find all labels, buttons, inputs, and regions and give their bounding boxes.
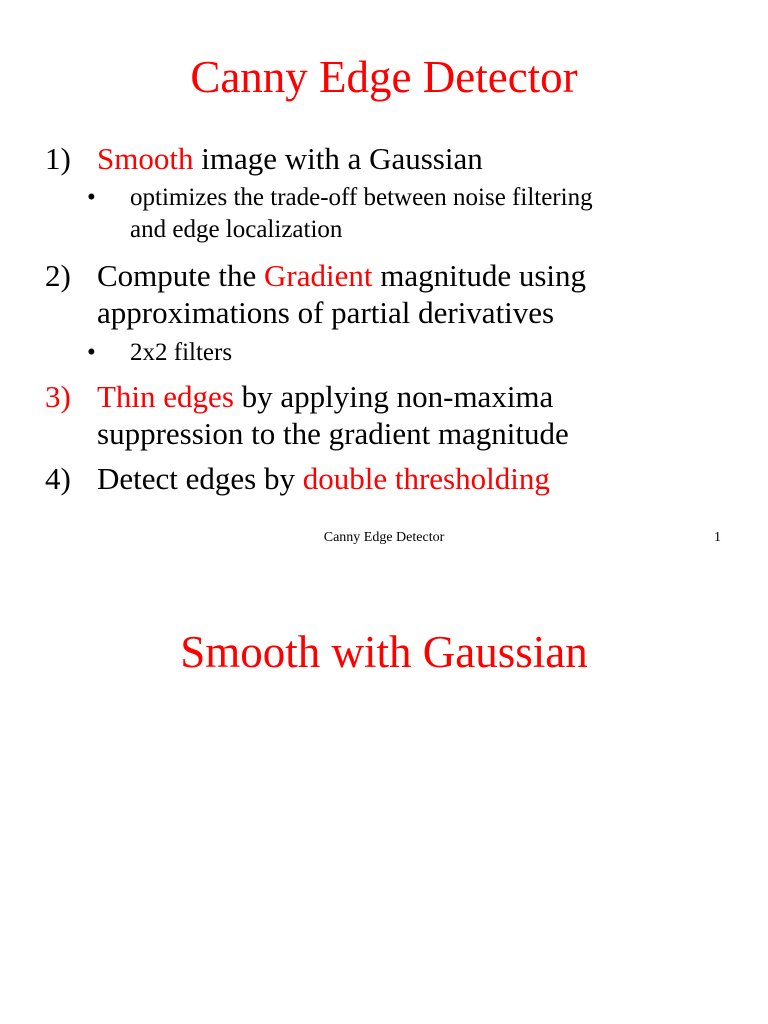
item-number: 4) bbox=[45, 461, 71, 496]
item-text bbox=[97, 257, 586, 294]
highlight-text: Smooth bbox=[97, 141, 194, 176]
slide-title: Canny Edge Detector bbox=[190, 52, 578, 102]
highlight-text: Thin edges bbox=[97, 379, 234, 414]
sub-bullet-text: 2x2 filters bbox=[130, 339, 233, 366]
sub-bullet-text: optimizes the trade-off between noise filtering bbox=[130, 184, 593, 211]
item-text bbox=[97, 140, 483, 177]
item-number: 2) bbox=[45, 258, 71, 293]
item-text: approximations of partial derivatives bbox=[97, 295, 555, 330]
highlight-text: Gradient bbox=[264, 258, 373, 293]
sub-bullet-text: and edge localization bbox=[130, 216, 343, 243]
footer-label: Canny Edge Detector bbox=[323, 530, 445, 545]
highlight-text: double thresholding bbox=[302, 461, 550, 496]
item-text-rest: by applying non-maxima bbox=[233, 379, 554, 414]
item-text bbox=[97, 378, 553, 415]
item-text-rest: image with a Gaussian bbox=[193, 141, 483, 176]
slide-title-2: Smooth with Gaussian bbox=[180, 627, 588, 677]
item-number: 3) bbox=[45, 379, 71, 414]
item-text-post: magnitude using bbox=[372, 258, 587, 293]
bullet-icon: • bbox=[87, 184, 96, 211]
item-text-pre: Compute the bbox=[97, 258, 265, 293]
page-number: 1 bbox=[714, 530, 721, 545]
item-text bbox=[97, 460, 550, 497]
bullet-icon: • bbox=[87, 339, 96, 366]
item-text: suppression to the gradient magnitude bbox=[97, 416, 569, 451]
item-number: 1) bbox=[45, 141, 71, 176]
item-text-pre: Detect edges by bbox=[97, 461, 303, 496]
